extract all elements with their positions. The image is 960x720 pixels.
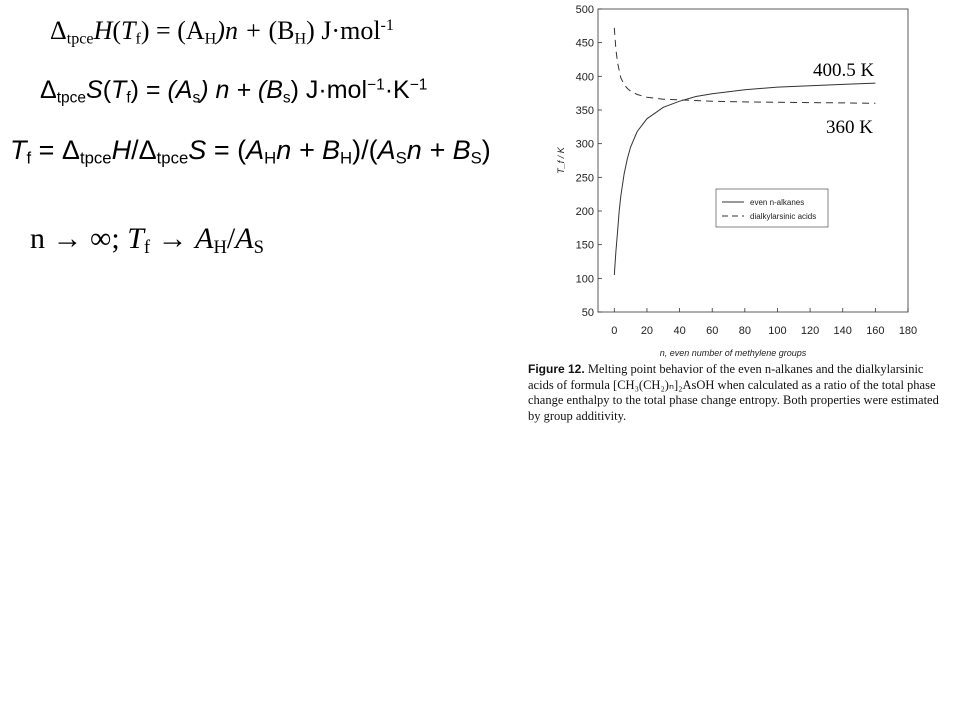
y-axis-title: T_f / K — [556, 147, 566, 174]
annotation-400-5-k: 400.5 K — [813, 60, 875, 81]
figure-caption — [528, 362, 944, 424]
y-tick-label: 500 — [575, 4, 594, 16]
limit-equation: n → ∞; $T_f \to A_H/A_S$ — [30, 222, 264, 259]
plot-frame — [598, 9, 908, 312]
x-tick-label: 120 — [800, 325, 820, 337]
x-tick-label: 100 — [768, 325, 787, 337]
x-tick-label: 80 — [738, 325, 751, 337]
x-tick-label: 140 — [833, 325, 852, 337]
y-tick-label: 250 — [575, 172, 594, 185]
melting-point-chart — [518, 0, 960, 360]
enthalpy-equation: $\Delta_{tpce}H(T_f) = (A_H)n + (B_H)$ J·mol$^{-1}$ — [50, 16, 394, 48]
caption-label: Figure 12. — [528, 362, 585, 376]
entropy-equation: $\Delta_{tpce}S(T_f) = (A_s) n + (B_s)$ $J\cdot mol^{-1}\cdot K^{-1}$ — [40, 76, 428, 107]
y-tick-label: 350 — [575, 105, 594, 117]
x-tick-label: 180 — [898, 325, 918, 337]
y-tick-label: 300 — [575, 138, 594, 151]
x-tick-label: 160 — [866, 325, 885, 337]
x-tick-label: 20 — [640, 325, 654, 337]
y-tick-label: 50 — [581, 307, 594, 319]
caption-text: Melting point behavior of the even n-alkanes and the dialkylarsinic acids of formula [CH₃(CH₂)ₙ]₂AsOH when calculated as a ratio of the total phase change enthalpy to the total phase change entropy. Both properties were estimated by group additivity. — [528, 362, 939, 423]
annotation-360-k: 360 K — [826, 117, 873, 138]
x-tick-label: 40 — [673, 325, 686, 337]
x-tick-label: 60 — [706, 325, 719, 337]
y-tick-label: 100 — [575, 273, 594, 286]
legend-label-alkanes: even n-alkanes — [750, 198, 805, 207]
melting-temperature-equation: $T_f = \Delta_{tpce}H/\Delta_{tpce}S = (A_Hn + B_H)/(A_Sn + B_S)$ — [10, 135, 491, 168]
legend-label-arsinic: dialkylarsinic acids — [750, 212, 817, 221]
x-tick-label: 0 — [611, 325, 618, 337]
y-tick-label: 150 — [575, 239, 594, 252]
y-tick-label: 450 — [575, 37, 594, 50]
legend-box — [716, 189, 828, 227]
y-tick-label: 400 — [575, 71, 594, 84]
series-line-alkanes — [614, 83, 875, 275]
x-axis-title: n, even number of methylene groups — [659, 348, 807, 358]
chart-legend — [716, 189, 828, 227]
y-tick-label: 200 — [575, 206, 594, 218]
